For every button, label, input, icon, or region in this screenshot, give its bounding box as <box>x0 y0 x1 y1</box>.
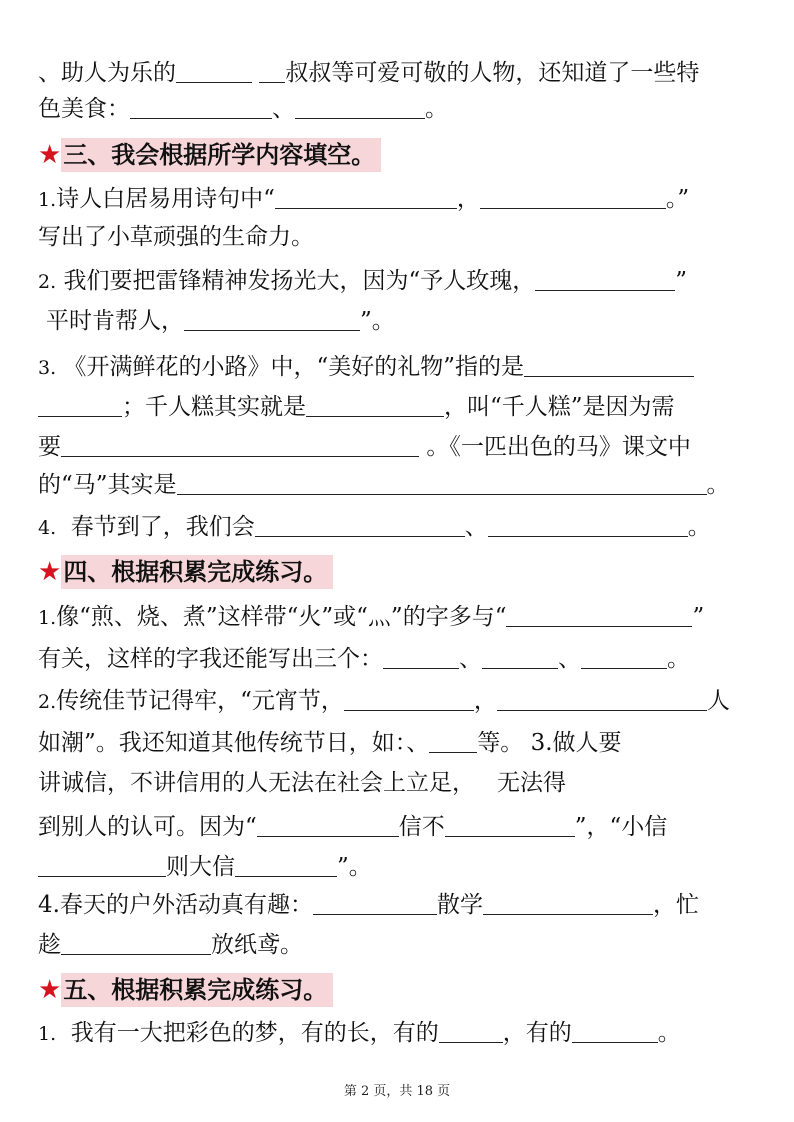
section-title: 三、我会根据所学内容填空。 <box>61 138 381 172</box>
blank[interactable] <box>235 854 337 877</box>
s3-q3-line-4: 的“马”其实是 。 <box>38 472 730 498</box>
blank[interactable] <box>488 514 688 537</box>
star-icon: ★ <box>38 975 62 1005</box>
blank[interactable] <box>38 854 166 877</box>
blank[interactable] <box>535 268 675 291</box>
s4-q2-line-1: 2.传统佳节记得牢，“元宵节， ， 人 <box>38 688 730 714</box>
star-icon: ★ <box>38 557 62 587</box>
s4-q2-line-2: 如潮”。我还知道其他传统节日，如：、 等。 3.做人要 <box>38 730 622 756</box>
blank[interactable] <box>572 1020 658 1043</box>
blank[interactable] <box>255 514 465 537</box>
blank[interactable] <box>259 60 285 83</box>
blank[interactable] <box>524 354 694 377</box>
blank[interactable] <box>257 814 399 837</box>
section-5-heading <box>38 973 333 1007</box>
blank[interactable] <box>295 96 425 119</box>
blank[interactable] <box>61 434 419 457</box>
blank[interactable] <box>439 1020 503 1043</box>
s3-q1-line-1: 1.诗人白居易用诗句中“ ， 。” <box>38 186 690 212</box>
blank[interactable] <box>177 472 707 495</box>
section-4-heading <box>38 555 333 589</box>
blank[interactable] <box>275 186 457 209</box>
blank[interactable] <box>581 646 667 669</box>
blank[interactable] <box>383 646 459 669</box>
page-footer: 第 2 页，共 18 页 <box>343 1084 451 1099</box>
blank[interactable] <box>176 60 252 83</box>
blank[interactable] <box>482 646 558 669</box>
blank[interactable] <box>313 892 437 915</box>
blank[interactable] <box>130 96 272 119</box>
s3-q2-line-1: 2. 我们要把雷锋精神发扬光大，因为“予人玫瑰， ” <box>38 268 687 294</box>
blank[interactable] <box>483 892 653 915</box>
s4-q3-line-1: 讲诚信，不讲信用的人无法在社会上立足， 无法得 <box>38 770 566 796</box>
s3-q1-line-2: 写出了小草顽强的生命力。 <box>38 224 314 250</box>
blank[interactable] <box>184 308 360 331</box>
blank[interactable] <box>480 186 666 209</box>
blank[interactable] <box>497 688 707 711</box>
s4-q4-line-2: 趁 放纸鸢。 <box>38 932 303 958</box>
s3-q2-line-2: 平时肯帮人， ”。 <box>46 308 395 334</box>
s4-q1-line-1: 1.像“煎、烧、煮”这样带“火”或“灬”的字多与“ ” <box>38 604 705 630</box>
s4-q3-line-2: 到别人的认可。因为“ 信不 ”，“小信 <box>38 814 668 840</box>
intro-line-2: 色美食： 、 。 <box>38 96 448 122</box>
section-title: 四、根据积累完成练习。 <box>61 555 333 589</box>
section-title: 五、根据积累完成练习。 <box>61 973 333 1007</box>
s3-q3-line-1: 3. 《开满鲜花的小路》中，“美好的礼物”指的是 <box>38 352 694 383</box>
blank[interactable] <box>429 730 477 753</box>
intro-line-1: 、助人为乐的 叔叔等可爱可敬的人物，还知道了一些特 <box>38 60 700 86</box>
blank[interactable] <box>61 932 211 955</box>
s3-q4: 4. 春节到了，我们会 、 。 <box>38 514 711 540</box>
s4-q4-line-1: 4.春天的户外活动真有趣： 散学 ，忙 <box>38 892 699 918</box>
blank[interactable] <box>306 394 444 417</box>
blank[interactable] <box>38 394 122 417</box>
s3-q3-line-2: ；千人糕其实就是 ，叫“千人糕”是因为需 <box>38 392 675 422</box>
s3-q3-line-3: 要 。《一匹出色的马》课文中 <box>38 434 691 460</box>
section-3-heading <box>38 138 381 172</box>
s4-q3-line-3: 则大信 ”。 <box>38 852 372 882</box>
blank[interactable] <box>506 604 692 627</box>
blank[interactable] <box>445 814 575 837</box>
s5-q1: 1. 我有一大把彩色的梦，有的长，有的 ，有的 。 <box>38 1020 681 1046</box>
s4-q1-line-2: 有关，这样的字我还能写出三个： 、 、 。 <box>38 646 690 672</box>
star-icon: ★ <box>38 140 62 170</box>
blank[interactable] <box>344 688 474 711</box>
